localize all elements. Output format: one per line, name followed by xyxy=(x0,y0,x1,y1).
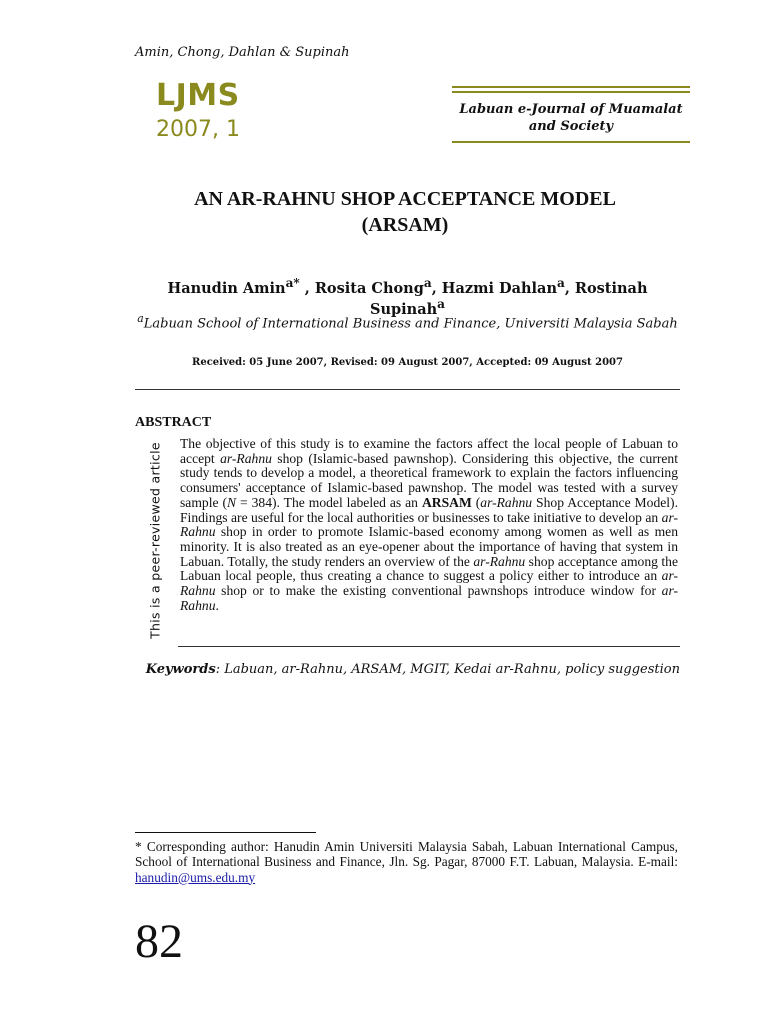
abstract-symbol: N xyxy=(226,494,237,510)
abstract-divider xyxy=(178,646,680,647)
author-affiliation-marker: a* xyxy=(285,276,300,290)
publication-dates: Received: 05 June 2007, Revised: 09 August 2007, Accepted: 09 August 2007 xyxy=(192,357,623,368)
affiliation-text: Labuan School of International Business and Finance, Universiti Malaysia Sabah xyxy=(143,316,678,332)
abstract-term: ar-Rahnu xyxy=(480,494,533,510)
footnote-divider xyxy=(135,832,316,833)
journal-name-line-2: and Society xyxy=(528,119,614,134)
footnote-marker: * xyxy=(135,839,142,854)
keywords-text: Labuan, ar-Rahnu, ARSAM, MGIT, Kedai ar-Rahnu, policy suggestion xyxy=(224,662,680,677)
journal-name xyxy=(452,101,690,135)
peer-reviewed-label: This is a peer-reviewed article xyxy=(147,442,163,639)
affiliation xyxy=(135,312,680,331)
journal-top-rule xyxy=(452,86,690,88)
author-name: Hazmi Dahlan xyxy=(441,279,557,297)
abstract-text: The objective of this study is to examine the factors affect the local people of Labuan to accept xyxy=(180,436,678,466)
abstract-term: ar-Rahnu xyxy=(180,509,678,540)
abstract-text: = 384). The model labeled as an xyxy=(236,494,422,510)
abstract-heading: ABSTRACT xyxy=(135,415,212,430)
author-name: Rosita Chong xyxy=(314,279,424,297)
footnote-text: Corresponding author: Hanudin Amin Universiti Malaysia Sabah, Labuan International Campus, School of International Business and Finance, Jln. Sg. Pagar, 87000 F.T. Labuan, Malaysia. E-mail: xyxy=(135,839,678,870)
author-separator: , xyxy=(299,279,315,297)
journal-bottom-rule xyxy=(452,141,690,143)
abstract-text: shop or to make the existing conventional pawnshops introduce window for xyxy=(215,583,662,599)
page-number: 82 xyxy=(135,915,183,968)
abstract-paragraph xyxy=(180,437,678,613)
abstract-text: Shop Acceptance Model). Findings are useful for the local authorities or businesses to take initiative to develop an xyxy=(180,494,678,525)
author-affiliation-marker: a xyxy=(437,296,445,311)
abstract-term: ar-Rahnu xyxy=(220,450,272,466)
author-separator: , xyxy=(564,279,575,297)
email-link[interactable]: hanudin@ums.edu.my xyxy=(135,869,256,885)
abstract-model-name: ARSAM xyxy=(421,494,472,510)
abstract-text: ( xyxy=(471,494,481,510)
author-name: Hanudin Amin xyxy=(167,279,286,297)
author-separator: , xyxy=(431,279,442,297)
abstract-term: ar-Rahnu xyxy=(180,583,678,613)
journal-top-rule-inner xyxy=(452,91,690,93)
abstract-text: shop (Islamic-based pawnshop). Considering this objective, the current study tends to develop a model, a theoretical framework to explain the factors influencing consumers' acceptance of Islamic-based pawnshop. The model was tested with a survey sample ( xyxy=(180,450,678,510)
affiliation-marker: a xyxy=(137,312,144,325)
abstract-text: shop acceptance among the Labuan local people, thus creating a chance to suggest a policy either to introduce an xyxy=(180,553,678,584)
section-divider xyxy=(135,389,680,390)
abstract-text: shop in order to promote Islamic-based economy among women as well as men minority. It is also treated as an eye-opener about the importance of having that system in Labuan. Totally, the study renders an overview of the xyxy=(180,524,678,569)
journal-issue: 2007, 1 xyxy=(156,117,240,142)
author-name: Rostinah Supinah xyxy=(370,279,648,318)
keywords-label: Keywords xyxy=(145,662,216,677)
journal-name-line-1: Labuan e-Journal of Muamalat xyxy=(459,102,683,117)
abstract-term: ar-Rahnu xyxy=(473,553,526,569)
running-head: Amin, Chong, Dahlan & Supinah xyxy=(135,45,350,60)
footnote xyxy=(135,839,678,885)
abstract-term: ar-Rahnu xyxy=(180,568,678,599)
abstract-text: . xyxy=(215,597,219,613)
author-affiliation-marker: a xyxy=(423,276,432,290)
article-title-line-1: AN AR-RAHNU SHOP ACCEPTANCE MODEL xyxy=(194,188,616,210)
journal-name-box xyxy=(452,86,690,146)
article-title-line-2: (ARSAM) xyxy=(361,214,449,236)
abstract-body xyxy=(180,437,678,613)
article-title xyxy=(140,186,670,238)
keywords xyxy=(135,662,680,677)
journal-abbreviation: LJMS xyxy=(156,78,240,113)
author-affiliation-marker: a xyxy=(556,276,565,290)
keywords-separator: : xyxy=(215,662,225,677)
